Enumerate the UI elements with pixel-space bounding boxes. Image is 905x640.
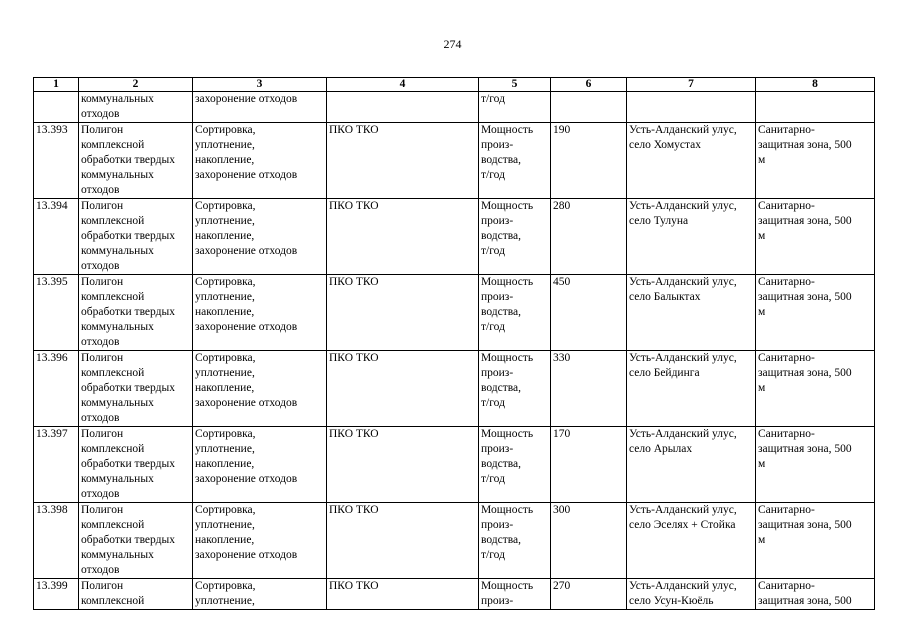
cell-location [627, 92, 756, 123]
cell-name: коммунальных отходов [79, 92, 193, 123]
cell-type: ПКО ТКО [327, 503, 479, 579]
header-row [34, 78, 875, 92]
objects-table [33, 77, 875, 610]
cell-name: Полигон комплексной обработки твердых коммунальных отходов [79, 351, 193, 427]
cell-type [327, 92, 479, 123]
cell-unit: Мощность произ- водства, т/год [479, 123, 551, 199]
table-row [34, 123, 875, 199]
cell-operations: Сортировка, уплотнение, накопление, захоронение отходов [193, 123, 327, 199]
table-row [34, 275, 875, 351]
cell-location: Усть-Алданский улус, село Арылах [627, 427, 756, 503]
cell-number [34, 92, 79, 123]
cell-capacity: 190 [551, 123, 627, 199]
cell-type: ПКО ТКО [327, 579, 479, 610]
cell-capacity: 170 [551, 427, 627, 503]
cell-operations: Сортировка, уплотнение, накопление, захоронение отходов [193, 351, 327, 427]
cell-zone: Санитарно- защитная зона, 500 м [756, 275, 875, 351]
table-row-last [34, 579, 875, 610]
table-row-continuation [34, 92, 875, 123]
cell-number: 13.397 [34, 427, 79, 503]
cell-number: 13.395 [34, 275, 79, 351]
col-header-6: 6 [551, 78, 627, 92]
cell-capacity: 330 [551, 351, 627, 427]
cell-operations: Сортировка, уплотнение, накопление, захоронение отходов [193, 199, 327, 275]
cell-operations: Сортировка, уплотнение, накопление, захоронение отходов [193, 503, 327, 579]
cell-type: ПКО ТКО [327, 275, 479, 351]
cell-capacity: 270 [551, 579, 627, 610]
cell-location: Усть-Алданский улус, село Тулуна [627, 199, 756, 275]
table-row [34, 351, 875, 427]
cell-name: Полигон комплексной обработки твердых коммунальных отходов [79, 199, 193, 275]
cell-type: ПКО ТКО [327, 351, 479, 427]
cell-unit: Мощность произ- водства, т/год [479, 275, 551, 351]
cell-unit: Мощность произ- водства, т/год [479, 427, 551, 503]
cell-name: Полигон комплексной обработки твердых коммунальных отходов [79, 123, 193, 199]
table-row [34, 503, 875, 579]
cell-unit: Мощность произ- водства, т/год [479, 503, 551, 579]
cell-unit: Мощность произ- [479, 579, 551, 610]
cell-name: Полигон комплексной [79, 579, 193, 610]
cell-unit: т/год [479, 92, 551, 123]
cell-zone: Санитарно- защитная зона, 500 м [756, 123, 875, 199]
cell-zone: Санитарно- защитная зона, 500 м [756, 351, 875, 427]
cell-name: Полигон комплексной обработки твердых коммунальных отходов [79, 427, 193, 503]
page-number: 274 [443, 37, 462, 51]
cell-zone: Санитарно- защитная зона, 500 [756, 579, 875, 610]
cell-operations: Сортировка, уплотнение, накопление, захоронение отходов [193, 427, 327, 503]
cell-location: Усть-Алданский улус, село Хомустах [627, 123, 756, 199]
col-header-7: 7 [627, 78, 756, 92]
cell-name: Полигон комплексной обработки твердых коммунальных отходов [79, 275, 193, 351]
cell-type: ПКО ТКО [327, 427, 479, 503]
cell-location: Усть-Алданский улус, село Эселях + Стойка [627, 503, 756, 579]
table-row [34, 199, 875, 275]
cell-operations: Сортировка, уплотнение, [193, 579, 327, 610]
cell-type: ПКО ТКО [327, 123, 479, 199]
col-header-5: 5 [479, 78, 551, 92]
col-header-3: 3 [193, 78, 327, 92]
cell-zone: Санитарно- защитная зона, 500 м [756, 427, 875, 503]
cell-capacity: 450 [551, 275, 627, 351]
cell-capacity: 280 [551, 199, 627, 275]
col-header-1: 1 [34, 78, 79, 92]
cell-zone: Санитарно- защитная зона, 500 м [756, 503, 875, 579]
cell-operations: захоронение отходов [193, 92, 327, 123]
cell-unit: Мощность произ- водства, т/год [479, 351, 551, 427]
cell-number: 13.396 [34, 351, 79, 427]
cell-number: 13.399 [34, 579, 79, 610]
cell-location: Усть-Алданский улус, село Бейдинга [627, 351, 756, 427]
cell-zone [756, 92, 875, 123]
cell-number: 13.398 [34, 503, 79, 579]
cell-capacity: 300 [551, 503, 627, 579]
cell-capacity [551, 92, 627, 123]
col-header-2: 2 [79, 78, 193, 92]
cell-location: Усть-Алданский улус, село Балыктах [627, 275, 756, 351]
table-row [34, 427, 875, 503]
col-header-8: 8 [756, 78, 875, 92]
cell-name: Полигон комплексной обработки твердых коммунальных отходов [79, 503, 193, 579]
cell-operations: Сортировка, уплотнение, накопление, захоронение отходов [193, 275, 327, 351]
cell-unit: Мощность произ- водства, т/год [479, 199, 551, 275]
cell-number: 13.394 [34, 199, 79, 275]
col-header-4: 4 [327, 78, 479, 92]
cell-number: 13.393 [34, 123, 79, 199]
cell-type: ПКО ТКО [327, 199, 479, 275]
cell-location: Усть-Алданский улус, село Усун-Кюёль [627, 579, 756, 610]
cell-zone: Санитарно- защитная зона, 500 м [756, 199, 875, 275]
